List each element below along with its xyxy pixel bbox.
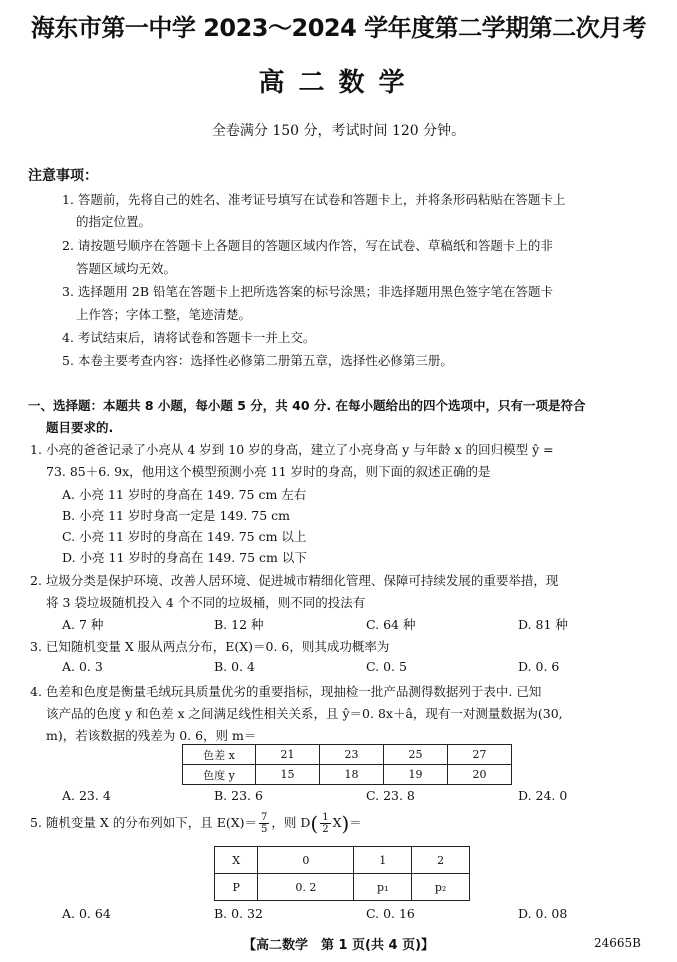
q5-var: X: [332, 815, 342, 830]
q4-data-table: [182, 744, 512, 785]
table-cell: 色差 x: [183, 745, 256, 765]
fraction-denominator: 2: [322, 824, 329, 835]
q4-option-c: C. 23. 8: [366, 788, 415, 803]
table-cell: p₁: [354, 874, 412, 901]
notice-line: 答题区域均无效。: [76, 261, 177, 276]
section-heading: 一、选择题：本题共 8 小题，每小题 5 分，共 40 分. 在每小题给出的四个选项中，只有一项是符合: [28, 398, 586, 413]
open-paren-icon: (: [310, 811, 319, 836]
table-cell: X: [215, 847, 258, 874]
notice-line: 5. 本卷主要考查内容：选择性必修第二册第五章，选择性必修第三册。: [62, 353, 453, 368]
q5-distribution-table: [214, 846, 470, 901]
notice-line: 上作答；字体工整，笔迹清楚。: [76, 307, 252, 322]
q4-option-d: D. 24. 0: [518, 788, 568, 803]
notice-line: 3. 选择题用 2B 铅笔在答题卡上把所选答案的标号涂黑；非选择题用黑色签字笔在答题卡: [62, 284, 553, 299]
q1-option-c: C. 小亮 11 岁时的身高在 149. 75 cm 以上: [62, 529, 307, 544]
table-row: [183, 745, 512, 765]
section-heading-cont: 题目要求的.: [46, 420, 114, 435]
q2-option-b: B. 12 种: [214, 617, 264, 632]
table-cell: 2: [412, 847, 470, 874]
question-1-text: 1. 小亮的爸爸记录了小亮从 4 岁到 10 岁的身高，建立了小亮身高 y 与年龄 x 的回归模型 ŷ =: [30, 442, 554, 457]
q4-option-a: A. 23. 4: [62, 788, 111, 803]
notice-line: 1. 答题前，先将自己的姓名、准考证号填写在试卷和答题卡上，并将条形码粘贴在答题卡上: [62, 192, 566, 207]
q1-option-a: A. 小亮 11 岁时的身高在 149. 75 cm 左右: [62, 487, 307, 502]
table-cell: P: [215, 874, 258, 901]
q3-option-a: A. 0. 3: [62, 659, 103, 674]
table-cell: 19: [384, 765, 448, 785]
q5-mid: ，则 D: [271, 815, 311, 830]
q1-option-d: D. 小亮 11 岁时的身高在 149. 75 cm 以下: [62, 550, 307, 565]
table-cell: 15: [256, 765, 320, 785]
subject-title: 高二数学: [258, 68, 419, 98]
exam-code: 24665B: [594, 936, 641, 950]
q5-prefix: 5. 随机变量 X 的分布列如下，且 E(X)＝: [30, 815, 257, 830]
fraction-denominator: 5: [261, 824, 268, 835]
q3-option-b: B. 0. 4: [214, 659, 255, 674]
table-cell: 色度 y: [183, 765, 256, 785]
notice-heading: 注意事项：: [28, 168, 98, 184]
question-1-text-cont: 73. 85＋6. 9x，他用这个模型预测小亮 11 岁时的身高，则下面的叙述正确的是: [46, 464, 491, 479]
q3-option-c: C. 0. 5: [366, 659, 407, 674]
q5-option-d: D. 0. 08: [518, 906, 568, 921]
notice-line: 的指定位置。: [76, 214, 152, 229]
page-footer: 【高二数学 第 1 页(共 4 页)】: [242, 938, 435, 953]
score-info: 全卷满分 150 分，考试时间 120 分钟。: [211, 123, 466, 139]
table-cell: 27: [448, 745, 512, 765]
close-paren-icon: ): [341, 811, 350, 836]
q2-option-a: A. 7 种: [62, 617, 104, 632]
question-4-text: 4. 色差和色度是衡量毛绒玩具质量优劣的重要指标，现抽检一批产品测得数据列于表中. 已知: [30, 684, 542, 699]
q5-option-c: C. 0. 16: [366, 906, 415, 921]
question-3-text: 3. 已知随机变量 X 服从两点分布，E(X)＝0. 6，则其成功概率为: [30, 639, 390, 654]
table-cell: 0. 2: [258, 874, 354, 901]
table-cell: 25: [384, 745, 448, 765]
table-cell: 18: [320, 765, 384, 785]
table-cell: 1: [354, 847, 412, 874]
q2-option-d: D. 81 种: [518, 617, 568, 632]
table-row: [183, 765, 512, 785]
table-row: [215, 874, 470, 901]
fraction-numerator: 7: [261, 812, 268, 823]
question-2-text-cont: 将 3 袋垃圾随机投入 4 个不同的垃圾桶，则不同的投法有: [46, 595, 366, 610]
q5-fraction-ex: [259, 812, 269, 835]
question-4-text-cont2: m)，若该数据的残差为 0. 6，则 m＝: [46, 728, 257, 743]
exam-title: 海东市第一中学 2023～2024 学年度第二学期第二次月考: [30, 14, 647, 42]
table-cell: 21: [256, 745, 320, 765]
q5-option-a: A. 0. 64: [62, 906, 111, 921]
q5-fraction-half: [320, 812, 330, 835]
q5-equals: ＝: [349, 815, 362, 830]
q4-option-b: B. 23. 6: [214, 788, 263, 803]
fraction-numerator: 1: [322, 812, 329, 823]
question-5-text: [30, 808, 362, 838]
q2-option-c: C. 64 种: [366, 617, 416, 632]
table-cell: 0: [258, 847, 354, 874]
table-cell: 23: [320, 745, 384, 765]
q5-option-b: B. 0. 32: [214, 906, 263, 921]
notice-line: 4. 考试结束后，请将试卷和答题卡一并上交。: [62, 330, 316, 345]
table-cell: p₂: [412, 874, 470, 901]
table-cell: 20: [448, 765, 512, 785]
q3-option-d: D. 0. 6: [518, 659, 560, 674]
question-4-text-cont: 该产品的色度 y 和色差 x 之间满足线性相关关系，且 ŷ＝0. 8x＋â，现有一对测量数据为(30,: [46, 706, 563, 721]
question-2-text: 2. 垃圾分类是保护环境、改善人居环境、促进城市精细化管理、保障可持续发展的重要举措，现: [30, 573, 559, 588]
notice-line: 2. 请按题号顺序在答题卡上各题目的答题区域内作答，写在试卷、草稿纸和答题卡上的非: [62, 238, 553, 253]
q1-option-b: B. 小亮 11 岁时身高一定是 149. 75 cm: [62, 508, 290, 523]
table-row: [215, 847, 470, 874]
